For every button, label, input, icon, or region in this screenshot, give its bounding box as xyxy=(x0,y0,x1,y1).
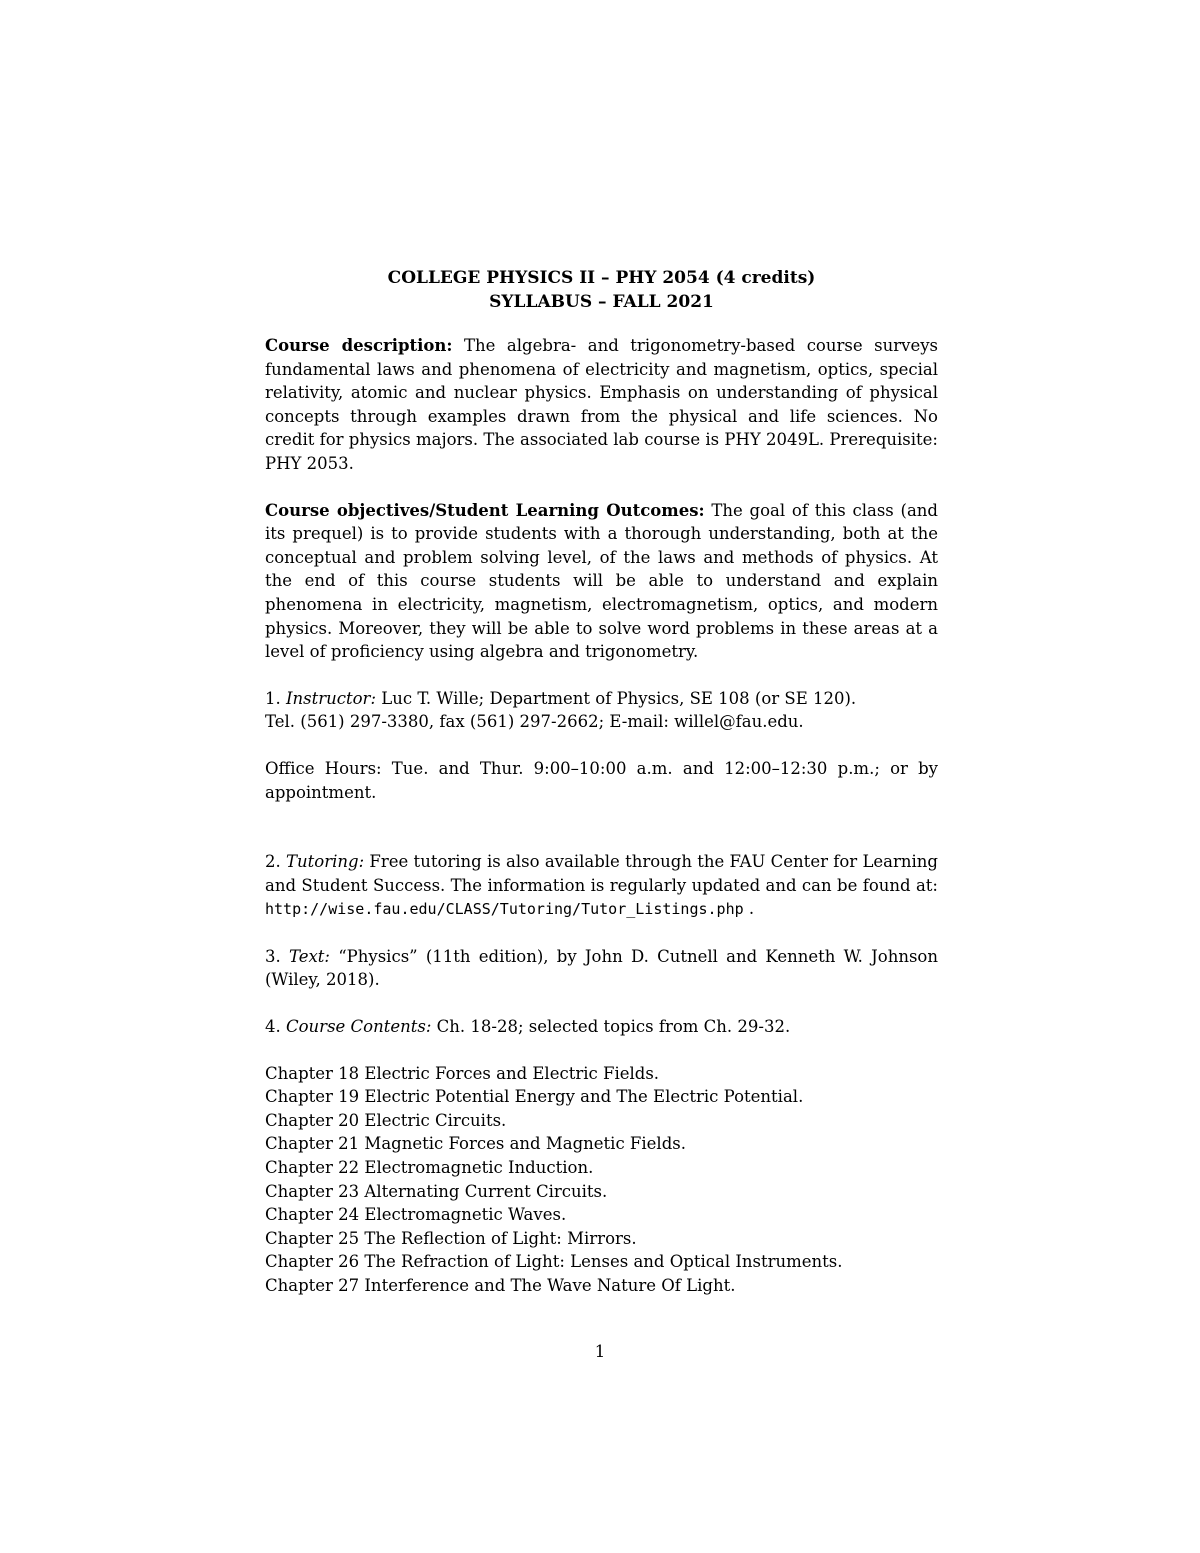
chapter-item: Chapter 27 Interference and The Wave Nature Of Light. xyxy=(265,1276,736,1295)
course-description-label: Course description: xyxy=(265,336,453,355)
chapter-list xyxy=(265,1062,938,1298)
document-title xyxy=(265,266,938,314)
chapter-item: Chapter 20 Electric Circuits. xyxy=(265,1110,507,1130)
textbook-number: 3. xyxy=(265,946,289,966)
course-contents-label: Course Contents: xyxy=(286,1017,432,1037)
syllabus-term: SYLLABUS – FALL 2021 xyxy=(489,292,714,312)
chapter-item: Chapter 24 Electromagnetic Waves. xyxy=(265,1205,567,1225)
section-spacer xyxy=(265,804,938,850)
syllabus-page xyxy=(265,266,938,1298)
course-contents-text: Ch. 18-28; selected topics from Ch. 29-32. xyxy=(431,1017,791,1037)
office-hours: Office Hours: Tue. and Thur. 9:00–10:00 a.m. and 12:00–12:30 p.m.; or by appointment. xyxy=(265,758,938,802)
tutoring-number: 2. xyxy=(265,852,287,872)
page-number: 1 xyxy=(594,1342,606,1361)
instructor-line xyxy=(265,687,938,711)
instructor-label: Instructor: xyxy=(286,688,377,708)
course-objectives-text: The goal of this class (and its prequel) is to provide students with a thorough understanding, both at the conceptual and problem solving level, of the laws and methods of physics. At the end of this course students will be able to understand and explain phenomena in electricity, magnetism, electromagnetism, optics, and modern physics. Moreover, they will be able to solve word problems in these areas at a level of proficiency using algebra and trigonometry. xyxy=(265,500,938,662)
chapter-item: Chapter 26 The Refraction of Light: Lenses and Optical Instruments. xyxy=(265,1252,843,1272)
instructor-number: 1. xyxy=(265,688,286,708)
instructor-section xyxy=(265,687,938,734)
textbook-section xyxy=(265,945,938,992)
chapter-item: Chapter 19 Electric Potential Energy and The Electric Potential. xyxy=(265,1087,804,1107)
tutoring-text: Free tutoring is also available through the FAU Center for Learning and Student Success. The information is regularly updated and can be found at: xyxy=(265,852,938,895)
chapter-item: Chapter 22 Electromagnetic Induction. xyxy=(265,1158,594,1178)
chapter-item: Chapter 18 Electric Forces and Electric Fields. xyxy=(265,1063,660,1083)
course-description xyxy=(265,334,938,476)
tutoring-url-after: . xyxy=(743,899,755,919)
chapter-item: Chapter 21 Magnetic Forces and Magnetic Fields. xyxy=(265,1134,686,1154)
course-contents-section xyxy=(265,1015,938,1039)
instructor-details: Luc T. Wille; Department of Physics, SE 108 (or SE 120). xyxy=(376,688,857,708)
course-description-text: The algebra- and trigonometry-based course surveys fundamental laws and phenomena of electricity and magnetism, optics, special relativity, atomic and nuclear physics. Emphasis on understanding of physical concepts through examples drawn from the physical and life sciences. No credit for physics majors. The associated lab course is PHY 2049L. Prerequisite: PHY 2053. xyxy=(265,336,938,473)
chapter-item: Chapter 25 The Reflection of Light: Mirrors. xyxy=(265,1228,637,1248)
instructor-contact: Tel. (561) 297-3380, fax (561) 297-2662; E-mail: willel@fau.edu. xyxy=(265,712,804,732)
tutoring-label: Tutoring: xyxy=(286,852,365,872)
chapter-item: Chapter 23 Alternating Current Circuits. xyxy=(265,1181,608,1201)
course-objectives-label: Course objectives/Student Learning Outcomes: xyxy=(265,500,705,520)
textbook-label: Text: xyxy=(289,946,330,966)
textbook-text: “Physics” (11th edition), by John D. Cutnell and Kenneth W. Johnson (Wiley, 2018). xyxy=(265,946,938,990)
tutoring-section xyxy=(265,850,938,922)
course-objectives xyxy=(265,499,938,664)
course-title: COLLEGE PHYSICS II – PHY 2054 (4 credits) xyxy=(387,268,816,288)
tutoring-url-link[interactable]: http://wise.fau.edu/CLASS/Tutoring/Tutor_Listings.php xyxy=(265,900,744,919)
course-contents-number: 4. xyxy=(265,1017,286,1037)
